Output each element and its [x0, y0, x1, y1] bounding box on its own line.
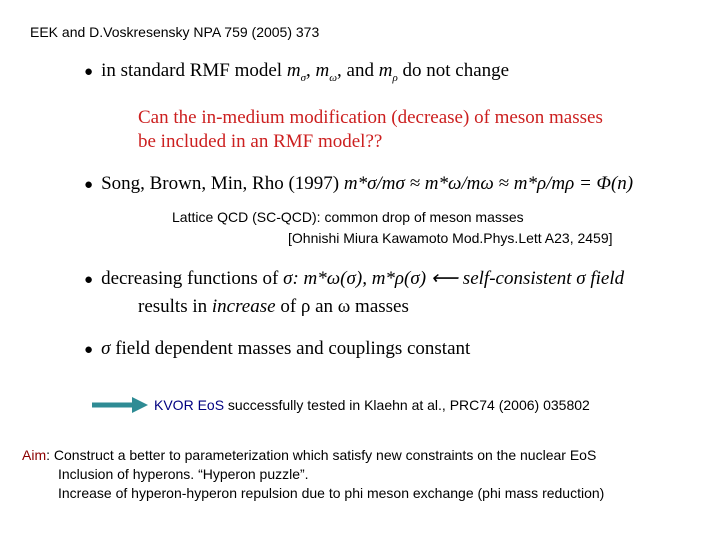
right-arrow-icon [90, 395, 150, 415]
bullet-dot: ● [84, 177, 94, 193]
lattice-line-2: [Ohnishi Miura Kawamoto Mod.Phys.Lett A23, 2459] [288, 230, 613, 246]
aim-line-3: Increase of hyperon-hyperon repulsion due to phi meson exchange (phi mass reduction) [58, 485, 605, 501]
bullet-rmf-standard: ● in standard RMF model $m_\sigma$, $m_\omega$, and $m_\rho$ do not change [84, 60, 510, 84]
bullet-dot: ● [84, 272, 94, 288]
bullet-song-brown: ● Song, Brown, Min, Rho (1997) m*σ/mσ ≈ m*ω/mω ≈ m*ρ/mρ = Φ(n) [84, 173, 634, 194]
aim-line-1: Aim: Construct a better to parameterization which satisfy new constraints on the nuclear EoS [22, 447, 597, 463]
mass-ratio-formula: m*σ/mσ ≈ m*ω/mω ≈ m*ρ/mρ = Φ(n) [343, 173, 634, 194]
kvor-eos-label: KVOR EoS [154, 397, 225, 413]
question-line-2: be included in an RMF model?? [138, 131, 383, 152]
aim-line-2: Inclusion of hyperons. “Hyperon puzzle”. [58, 466, 309, 482]
aim-label: Aim [22, 447, 47, 463]
reference-header: EEK and D.Voskresensky NPA 759 (2005) 373 [30, 24, 320, 40]
bullet-dot: ● [84, 64, 94, 80]
bullet-decreasing-functions-line-2: results in increase of ρ an ω masses [138, 296, 409, 317]
bullet-dot: ● [84, 342, 94, 358]
bullet-decreasing-functions: ● decreasing functions of σ: m*ω(σ), m*ρ(σ) ⟵ self-consistent σ field [84, 268, 625, 289]
lattice-line-1: Lattice QCD (SC-QCD): common drop of meson masses [172, 209, 524, 225]
kvor-eos-line: KVOR EoS successfully tested in Klaehn at al., PRC74 (2006) 035802 [154, 397, 590, 413]
question-line-1: Can the in-medium modification (decrease) of meson masses [138, 107, 603, 128]
bullet-sigma-field: ● σ field dependent masses and couplings constant [84, 338, 471, 359]
sigma-functions-formula: σ: m*ω(σ), m*ρ(σ) ⟵ self-consistent σ field [283, 268, 625, 289]
